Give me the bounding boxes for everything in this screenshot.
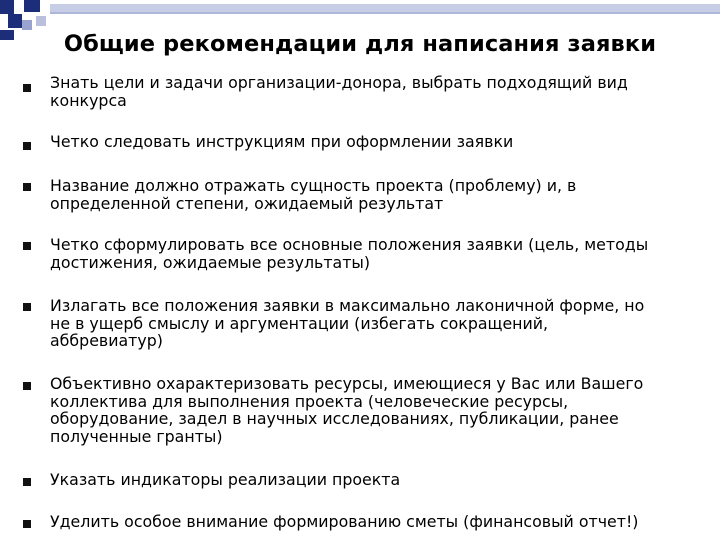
bullet-text: Знать цели и задачи организации-донора, выбрать подходящий вид конкурса [50,73,628,110]
square-bullet-icon [23,303,31,311]
square-bullet-icon [23,520,31,528]
square-bullet-icon [23,478,31,486]
square-bullet-icon [23,183,31,191]
bullet-text: Уделить особое внимание формированию сметы (финансовый отчет!) [50,512,639,531]
bullet-text: Указать индикаторы реализации проекта [50,470,401,489]
slide-title: Общие рекомендации для написания заявки [63,31,657,57]
bullet-text: Излагать все положения заявки в максимально лаконичной форме, но не в ущерб смыслу и аргументации (избегать сокращений, аббревиатур) [50,296,645,350]
bullet-text: Четко следовать инструкциям при оформлении заявки [50,132,514,151]
bullet-text: Четко сформулировать все основные положения заявки (цель, методы достижения, ожидаемые результаты) [50,235,649,272]
square-bullet-icon [23,142,31,150]
bullet-text: Название должно отражать сущность проекта (проблему) и, в определенной степени, ожидаемый результат [50,176,577,213]
square-bullet-icon [23,242,31,250]
square-bullet-icon [23,84,31,92]
square-bullet-icon [23,382,31,390]
bullet-text: Объективно охарактеризовать ресурсы, имеющиеся у Вас или Вашего коллектива для выполнения проекта (человеческие ресурсы, оборудование, задел в научных исследованиях, публикации, ранее полученные гранты) [50,374,644,446]
